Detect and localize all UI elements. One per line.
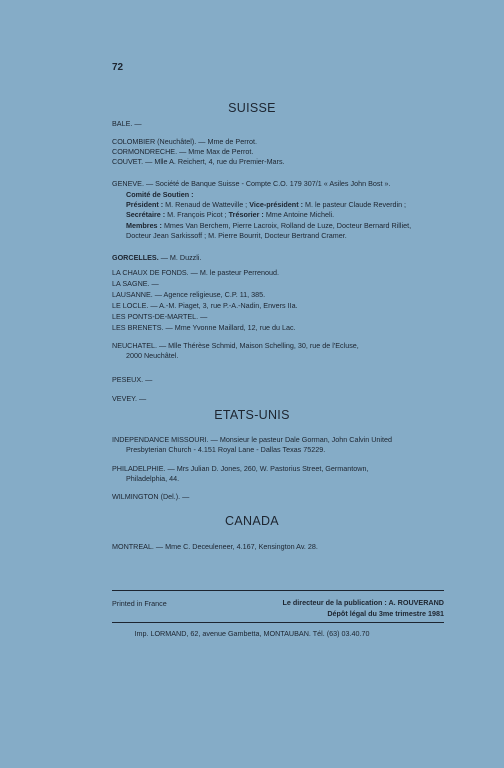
vice-text: M. le pasteur Claude Reverdin ; bbox=[302, 200, 407, 209]
footer-top-rule bbox=[112, 590, 444, 591]
footer-bottom-rule bbox=[112, 622, 444, 623]
publication-info bbox=[283, 597, 445, 619]
gorcelles-label: GORCELLES. bbox=[112, 253, 159, 262]
directeur-label: Le directeur de la publication : bbox=[282, 598, 387, 607]
page-number: 72 bbox=[112, 62, 124, 73]
section-title-etats-unis: ETATS-UNIS bbox=[214, 408, 290, 422]
entry-wilmington: WILMINGTON (Del.). — bbox=[112, 492, 190, 501]
entry-geneve: GENEVE. — Société de Banque Suisse - Compte C.O. 179 307/1 « Asiles John Bost ». bbox=[112, 179, 391, 188]
entry-montreal: MONTREAL. — Mme C. Deceuleneer, 4.167, Kensington Av. 28. bbox=[112, 542, 318, 551]
tresorier-label: Trésorier : bbox=[228, 210, 264, 219]
entry-le-locle: LE LOCLE. — A.-M. Piaget, 3, rue P.-A.-Nadin, Envers IIa. bbox=[112, 301, 298, 310]
entry-philadelphie: PHILADELPHIE. — Mrs Julian D. Jones, 260, W. Pastorius Street, Germantown, bbox=[112, 464, 369, 473]
entry-vevey: VEVEY. — bbox=[112, 394, 147, 403]
entry-gorcelles bbox=[112, 253, 201, 263]
entry-ponts-de-martel: LES PONTS-DE-MARTEL. — bbox=[112, 312, 208, 321]
comite-president-line bbox=[126, 200, 406, 210]
gorcelles-text: — M. Duzzli. bbox=[158, 253, 202, 262]
comite-membres-line bbox=[126, 221, 411, 231]
entry-philadelphie-line-2: Philadelphia, 44. bbox=[126, 474, 180, 483]
entry-colombier: COLOMBIER (Neuchâtel). — Mme de Perrot. bbox=[112, 137, 257, 146]
entry-neuchatel: NEUCHATEL. — Mlle Thérèse Schmid, Maison Schelling, 30, rue de l'Ecluse, bbox=[112, 341, 359, 350]
entry-cormondreche: CORMONDRECHE. — Mme Max de Perrot. bbox=[112, 147, 254, 156]
comite-membres-line-2: Docteur Jean Sarkissoff ; M. Pierre Bourrit, Docteur Bertrand Cramer. bbox=[126, 231, 347, 240]
membres-text-1: Mmes Van Berchem, Pierre Lacroix, Rolland de Luze, Docteur Bernard Rilliet, bbox=[161, 221, 412, 230]
president-label: Président : bbox=[126, 200, 164, 209]
entry-peseux: PESEUX. — bbox=[112, 375, 153, 384]
secretaire-label: Secrétaire : bbox=[126, 210, 166, 219]
depot-legal: Dépôt légal du 3me trimestre 1981 bbox=[327, 609, 444, 618]
directeur-name: A. ROUVERAND bbox=[386, 598, 444, 607]
entry-bale: BALE. — bbox=[112, 119, 142, 128]
membres-label: Membres : bbox=[126, 221, 162, 230]
comite-title: Comité de Soutien : bbox=[126, 190, 194, 199]
directeur-line bbox=[283, 597, 445, 608]
comite-secretaire-line bbox=[126, 210, 334, 220]
entry-la-sagne: LA SAGNE. — bbox=[112, 279, 159, 288]
entry-chaux-de-fonds: LA CHAUX DE FONDS. — M. le pasteur Perrenoud. bbox=[112, 268, 279, 277]
section-title-canada: CANADA bbox=[225, 514, 279, 528]
president-text: M. Renaud de Watteville ; bbox=[163, 200, 250, 209]
entry-independance-line-2: Presbyterian Church - 4.151 Royal Lane - Dallas Texas 75229. bbox=[126, 445, 326, 454]
printed-in-france: Printed in France bbox=[112, 599, 167, 608]
entry-neuchatel-line-2: 2000 Neuchâtel. bbox=[126, 351, 179, 360]
imprint-line: Imp. LORMAND, 62, avenue Gambetta, MONTAUBAN. Tél. (63) 03.40.70 bbox=[134, 629, 370, 638]
section-title-suisse: SUISSE bbox=[228, 101, 276, 115]
entry-lausanne: LAUSANNE. — Agence religieuse, C.P. 11, 385. bbox=[112, 290, 266, 299]
tresorier-text: Mme Antoine Micheli. bbox=[263, 210, 335, 219]
vice-label: Vice-président : bbox=[249, 200, 303, 209]
entry-couvet: COUVET. — Mlle A. Reichert, 4, rue du Premier-Mars. bbox=[112, 157, 285, 166]
entry-independance: INDEPENDANCE MISSOURI. — Monsieur le pasteur Dale Gorman, John Calvin United bbox=[112, 435, 393, 444]
entry-les-brenets: LES BRENETS. — Mme Yvonne Maillard, 12, rue du Lac. bbox=[112, 323, 296, 332]
secretaire-text: M. François Picot ; bbox=[165, 210, 229, 219]
